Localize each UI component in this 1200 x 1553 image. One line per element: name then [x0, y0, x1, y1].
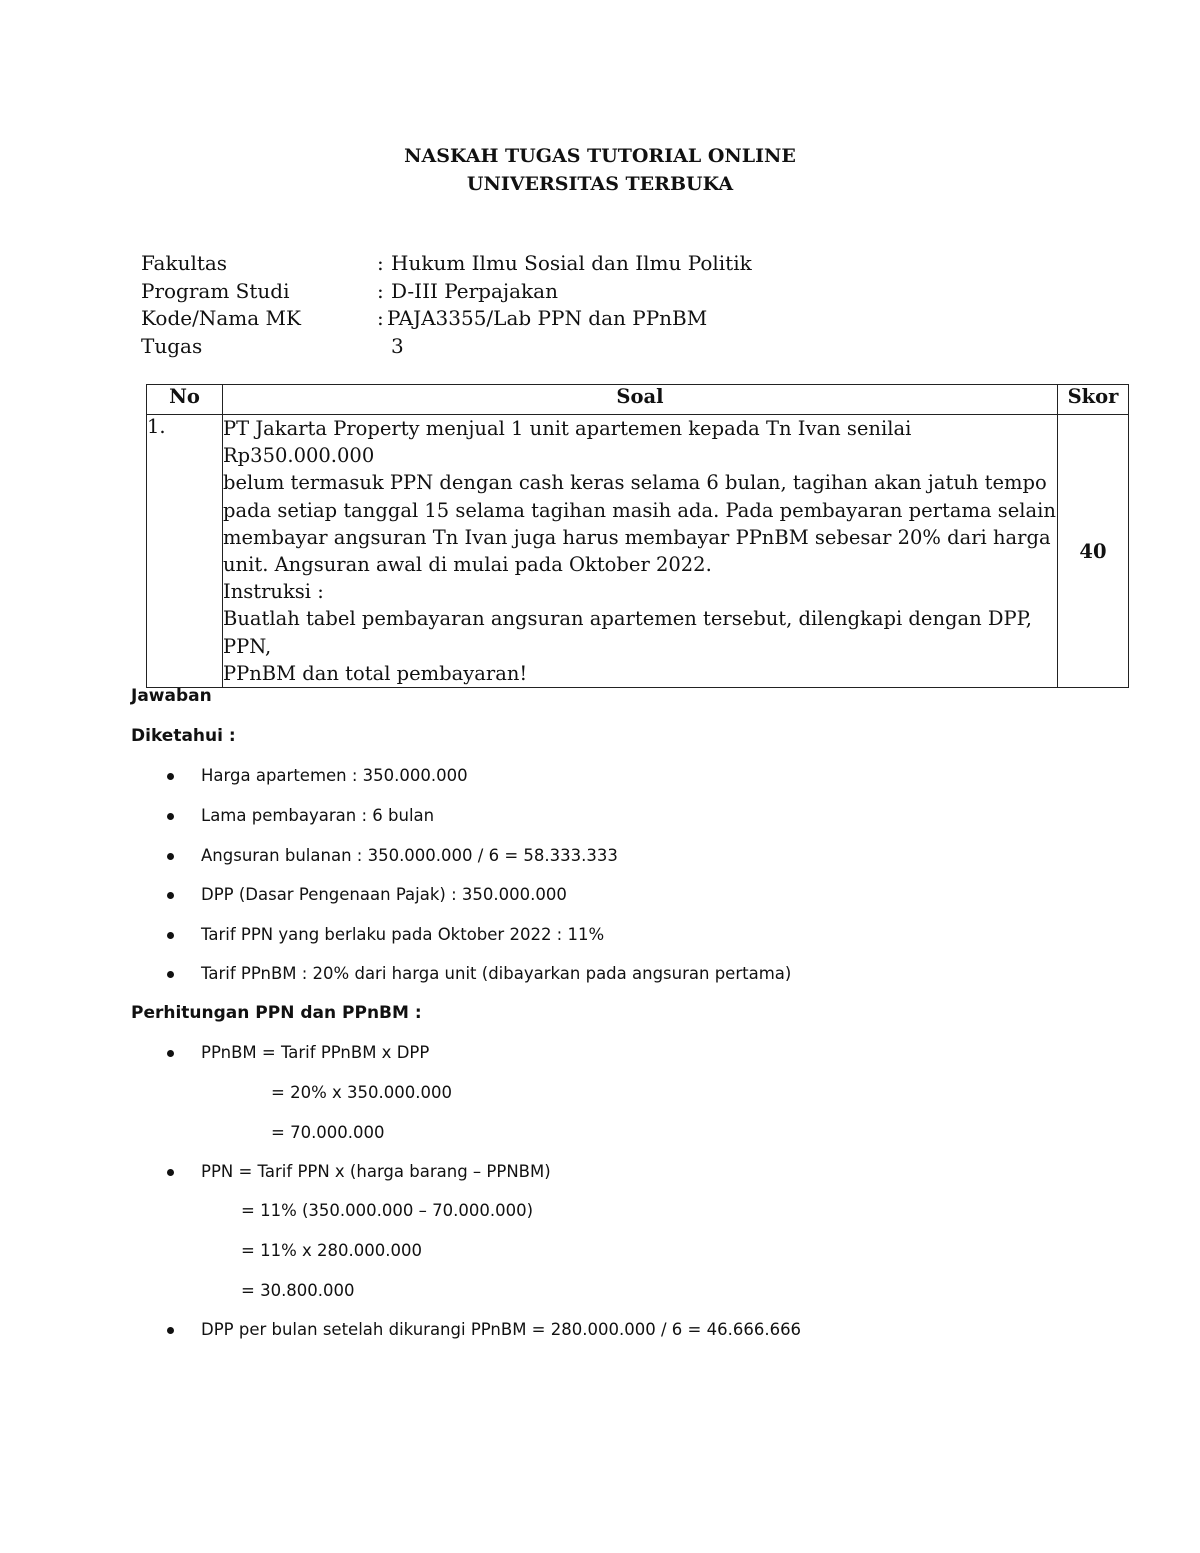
list-item: Tarif PPN yang berlaku pada Oktober 2022 : 11% [201, 925, 605, 944]
bullet-icon [167, 1050, 174, 1057]
question-score: 40 [1058, 415, 1129, 688]
meta-value: Hukum Ilmu Sosial dan Ilmu Politik [391, 251, 752, 275]
question-line: membayar angsuran Tn Ivan juga harus membayar PPnBM sebesar 20% dari harga [223, 525, 1051, 549]
ppn-result: = 30.800.000 [241, 1281, 355, 1300]
question-line: PT Jakarta Property menjual 1 unit apartemen kepada Tn Ivan senilai Rp350.000.000 [223, 417, 912, 468]
question-text [223, 415, 1058, 688]
meta-label: Kode/Nama MK [141, 306, 301, 330]
bullet-icon [167, 932, 174, 939]
ppnbm-formula: PPnBM = Tarif PPnBM x DPP [201, 1043, 430, 1062]
meta-row-fakultas [141, 250, 752, 278]
question-number: 1. [147, 415, 223, 688]
meta-separator: : [377, 306, 384, 330]
diketahui-heading: Diketahui : [131, 726, 236, 746]
question-line: pada setiap tanggal 15 selama tagihan masih ada. Pada pembayaran pertama selain [223, 498, 1056, 522]
bullet-icon [167, 892, 174, 899]
list-item: Tarif PPnBM : 20% dari harga unit (dibayarkan pada angsuran pertama) [201, 964, 792, 983]
question-line: belum termasuk PPN dengan cash keras selama 6 bulan, tagihan akan jatuh tempo [223, 471, 1047, 495]
list-item: DPP (Dasar Pengenaan Pajak) : 350.000.000 [201, 885, 567, 904]
ppn-step: = 11% (350.000.000 – 70.000.000) [241, 1201, 534, 1220]
meta-separator [377, 333, 391, 361]
bullet-icon [167, 971, 174, 978]
meta-value: D-III Perpajakan [391, 278, 558, 303]
question-line: PPnBM dan total pembayaran! [223, 661, 528, 685]
meta-label: Fakultas [141, 251, 228, 275]
bullet-icon [167, 1169, 174, 1176]
meta-row-program-studi [141, 278, 752, 306]
header-soal: Soal [223, 385, 1058, 415]
question-line: Instruksi : [223, 580, 324, 604]
meta-row-kode-mk [141, 305, 752, 333]
bullet-icon [167, 853, 174, 860]
course-info [141, 250, 752, 360]
meta-value: PAJA3355/Lab PPN dan PPnBM [387, 306, 708, 330]
meta-value: 3 [391, 333, 404, 358]
bullet-icon [167, 773, 174, 780]
perhitungan-heading: Perhitungan PPN dan PPnBM : [131, 1003, 422, 1023]
list-item: Harga apartemen : 350.000.000 [201, 766, 468, 785]
meta-separator: : [377, 251, 384, 275]
table-row [147, 415, 1129, 688]
meta-separator: : [377, 278, 384, 303]
bullet-icon [167, 813, 174, 820]
header-no: No [147, 385, 223, 415]
header-skor: Skor [1058, 385, 1129, 415]
question-table [146, 384, 1129, 688]
table-header-row [147, 385, 1129, 415]
meta-row-tugas [141, 333, 752, 361]
ppnbm-step: = 20% x 350.000.000 [271, 1083, 452, 1102]
meta-label: Program Studi [141, 278, 290, 303]
ppn-step: = 11% x 280.000.000 [241, 1241, 422, 1260]
question-line: unit. Angsuran awal di mulai pada Oktober 2022. [223, 553, 712, 577]
list-item: Lama pembayaran : 6 bulan [201, 806, 435, 825]
answer-heading: Jawaban [131, 686, 212, 706]
dpp-per-bulan: DPP per bulan setelah dikurangi PPnBM = 280.000.000 / 6 = 46.666.666 [201, 1320, 802, 1339]
question-line: Buatlah tabel pembayaran angsuran apartemen tersebut, dilengkapi dengan DPP, PPN, [223, 607, 1033, 658]
document-subtitle: UNIVERSITAS TERBUKA [466, 173, 734, 195]
ppnbm-result: = 70.000.000 [271, 1123, 385, 1142]
list-item: Angsuran bulanan : 350.000.000 / 6 = 58.333.333 [201, 846, 618, 865]
meta-label: Tugas [141, 333, 203, 358]
document-title: NASKAH TUGAS TUTORIAL ONLINE [404, 145, 796, 167]
bullet-icon [167, 1327, 174, 1334]
ppn-formula: PPN = Tarif PPN x (harga barang – PPNBM) [201, 1162, 551, 1181]
